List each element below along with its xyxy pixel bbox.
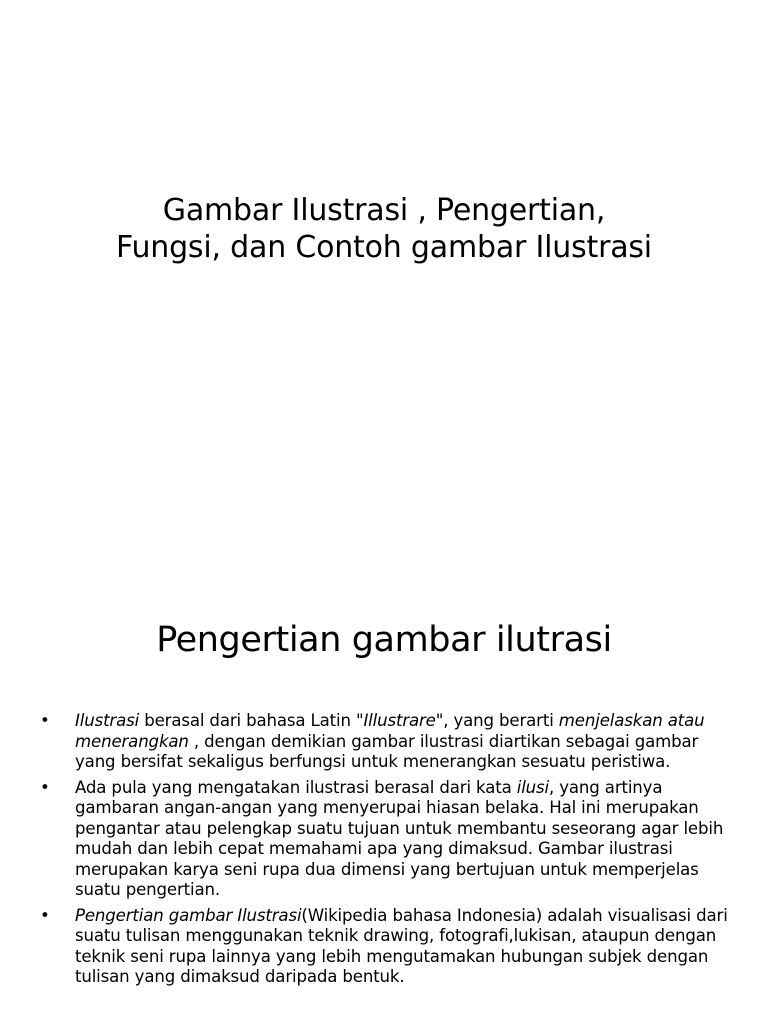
bullet-text-italic: ilusi (516, 777, 549, 797)
bullet-text-italic: Illustrare (363, 711, 436, 730)
title-line-2: Fungsi, dan Contoh gambar Ilustrasi (116, 230, 652, 265)
bullet-item (40, 906, 730, 988)
bullet-item (40, 778, 730, 901)
bullet-text-italic: Ilustrasi (75, 711, 140, 730)
title-line-1: Gambar Ilustrasi , Pengertian, (162, 193, 606, 228)
bullet-text-italic: Pengertian gambar Ilustrasi (75, 905, 302, 925)
bullet-text: Ada pula yang mengatakan ilustrasi berasal dari kata (75, 777, 517, 797)
bullet-text: , yang artinya gambaran angan-angan yang menyerupai hiasan belaka. Hal ini merupakan pengantar atau pelengkap suatu tujuan untuk membantu seseorang agar lebih mudah dan lebih cepat memahami apa yang dimaksud. Gambar ilustrasi merupakan karya seni rupa dua dimensi yang bertujuan untuk memperjelas suatu pengertian. (75, 777, 724, 899)
bullet-list (40, 711, 730, 993)
bullet-text: (Wikipedia bahasa Indonesia) adalah visualisasi dari suatu tulisan menggunakan teknik drawing, fotografi,lukisan, ataupun dengan teknik seni rupa lainnya yang lebih mengutamakan hubungan subjek dengan tulisan yang dimaksud daripada bentuk. (75, 905, 728, 986)
title-slide-heading (0, 192, 768, 266)
bullet-item (40, 711, 730, 773)
bullet-text-italic: menjelaskan atau menerangkan (75, 711, 705, 751)
bullet-text: , dengan demikian gambar ilustrasi diartikan sebagai gambar yang bersifat sekaligus berfungsi untuk menerangkan sesuatu peristiwa. (75, 731, 699, 771)
bullet-text: berasal dari bahasa Latin " (139, 711, 364, 730)
bullet-text: ", yang berarti (435, 711, 559, 730)
content-slide-title: Pengertian gambar ilutrasi (156, 620, 612, 660)
content-slide (0, 576, 768, 1024)
